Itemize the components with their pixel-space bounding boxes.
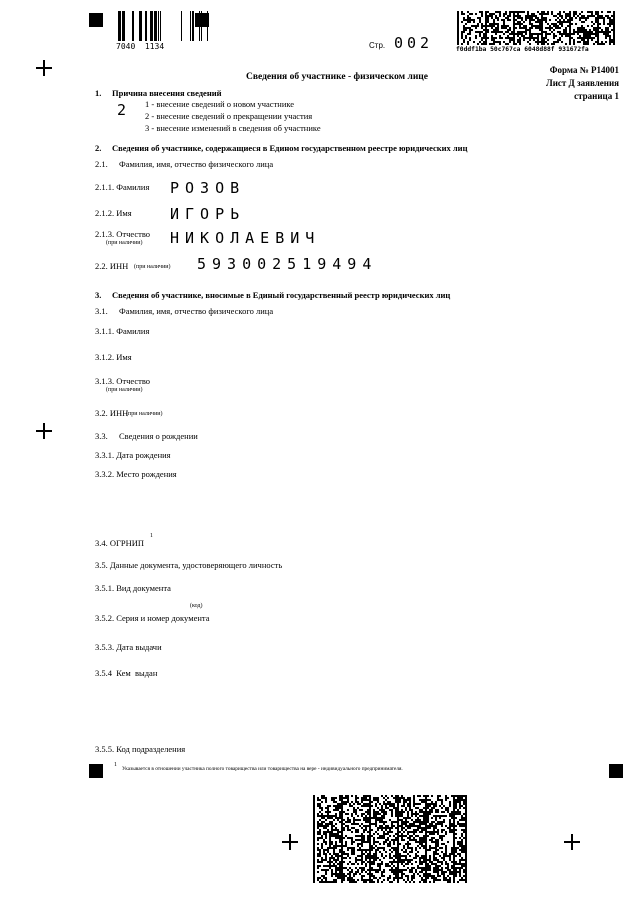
- hash-code: f0ddf1ba 50c767ca 6048d88f 931672fa: [456, 46, 589, 53]
- field-label-birth-place: 3.3.2. Место рождения: [95, 469, 177, 479]
- linear-barcode: [112, 11, 208, 41]
- section-heading: Сведения об участнике, вносимые в Единый государственный реестр юридических лиц: [112, 290, 451, 300]
- field-note: (при наличии): [106, 387, 143, 393]
- reason-value: 2: [117, 101, 127, 119]
- subsection-number: 3.1.: [95, 306, 108, 316]
- field-note: (при наличии): [126, 411, 163, 417]
- subsection-heading: Фамилия, имя, отчество физического лица: [119, 159, 274, 169]
- reason-option: 3 - внесение изменений в сведения об участнике: [145, 123, 321, 133]
- page-title: Сведения об участнике - физическом лице: [246, 72, 428, 82]
- registration-cross-icon: [282, 834, 298, 850]
- page-label: Стр.: [369, 41, 386, 50]
- registration-square-bottom-left: [89, 764, 103, 778]
- field-label-doc-type: 3.5.1. Вид документа: [95, 583, 171, 593]
- field-note: (при наличии): [106, 240, 143, 246]
- field-label-name: 2.1.2. Имя: [95, 208, 132, 218]
- field-label-birth-date: 3.3.1. Дата рождения: [95, 450, 171, 460]
- field-label-surname: 2.1.1. Фамилия: [95, 182, 150, 192]
- reason-option: 1 - внесение сведений о новом участнике: [145, 99, 295, 109]
- footnote-reference: 1: [150, 533, 153, 539]
- registration-square-bottom-right: [609, 764, 623, 778]
- footnote-mark: 1: [114, 762, 117, 768]
- field-label-name: 3.1.2. Имя: [95, 352, 132, 362]
- field-label-doc-date: 3.5.3. Дата выдачи: [95, 642, 162, 652]
- reason-option: 2 - внесение сведений о прекращении участия: [145, 111, 313, 121]
- field-label-ogrnip: 3.4. ОГРНИП: [95, 538, 145, 548]
- field-value-name: ИГОРЬ: [170, 205, 246, 223]
- sheet-page-label: страница 1: [574, 91, 619, 101]
- subsection-heading: Фамилия, имя, отчество физического лица: [119, 306, 274, 316]
- 2d-barcode: [457, 11, 617, 45]
- 2d-barcode: [313, 795, 469, 883]
- field-value-inn: 593002519494: [197, 255, 378, 273]
- footnote-text: Указывается в отношении участника полного товарищества или товарищества на вере - индивидуального предпринимателя.: [122, 766, 403, 772]
- subsection-number: 3.3.: [95, 431, 108, 441]
- field-note: (при наличии): [134, 264, 171, 270]
- field-label-patronymic: 3.1.3. Отчество: [95, 376, 151, 386]
- subsection-heading: Сведения о рождении: [119, 431, 198, 441]
- field-label-inn: 3.2. ИНН: [95, 408, 129, 418]
- section-number: 2.: [95, 143, 102, 153]
- subsection-heading: 3.5. Данные документа, удостоверяющего личность: [95, 560, 283, 570]
- page-number: 002: [394, 34, 434, 52]
- section-number: 1.: [95, 88, 102, 98]
- subsection-number: 2.1.: [95, 159, 108, 169]
- field-label-doc-division: 3.5.5. Код подразделения: [95, 744, 186, 754]
- section-heading: Причина внесения сведений: [112, 88, 222, 98]
- field-value-patronymic: НИКОЛАЕВИЧ: [170, 229, 321, 247]
- field-value-surname: РОЗОВ: [170, 179, 246, 197]
- form-number: Форма № Р14001: [549, 65, 619, 75]
- registration-cross-icon: [564, 834, 580, 850]
- field-label-patronymic: 2.1.3. Отчество: [95, 229, 151, 239]
- sheet-label: Лист Д заявления: [545, 78, 619, 88]
- section-number: 3.: [95, 290, 102, 300]
- section-heading: Сведения об участнике, содержащиеся в Едином государственном реестре юридических лиц: [112, 143, 468, 153]
- registration-square-top-left: [89, 13, 103, 27]
- barcode-number: 7040 1134: [116, 42, 165, 51]
- field-label-inn: 2.2. ИНН: [95, 261, 129, 271]
- field-label-doc-issuer: 3.5.4 Кем выдан: [95, 668, 158, 678]
- registration-cross-icon: [36, 423, 52, 439]
- registration-cross-icon: [36, 60, 52, 76]
- field-label-surname: 3.1.1. Фамилия: [95, 326, 150, 336]
- field-note: (код): [190, 603, 203, 609]
- field-label-doc-series: 3.5.2. Серия и номер документа: [95, 613, 210, 623]
